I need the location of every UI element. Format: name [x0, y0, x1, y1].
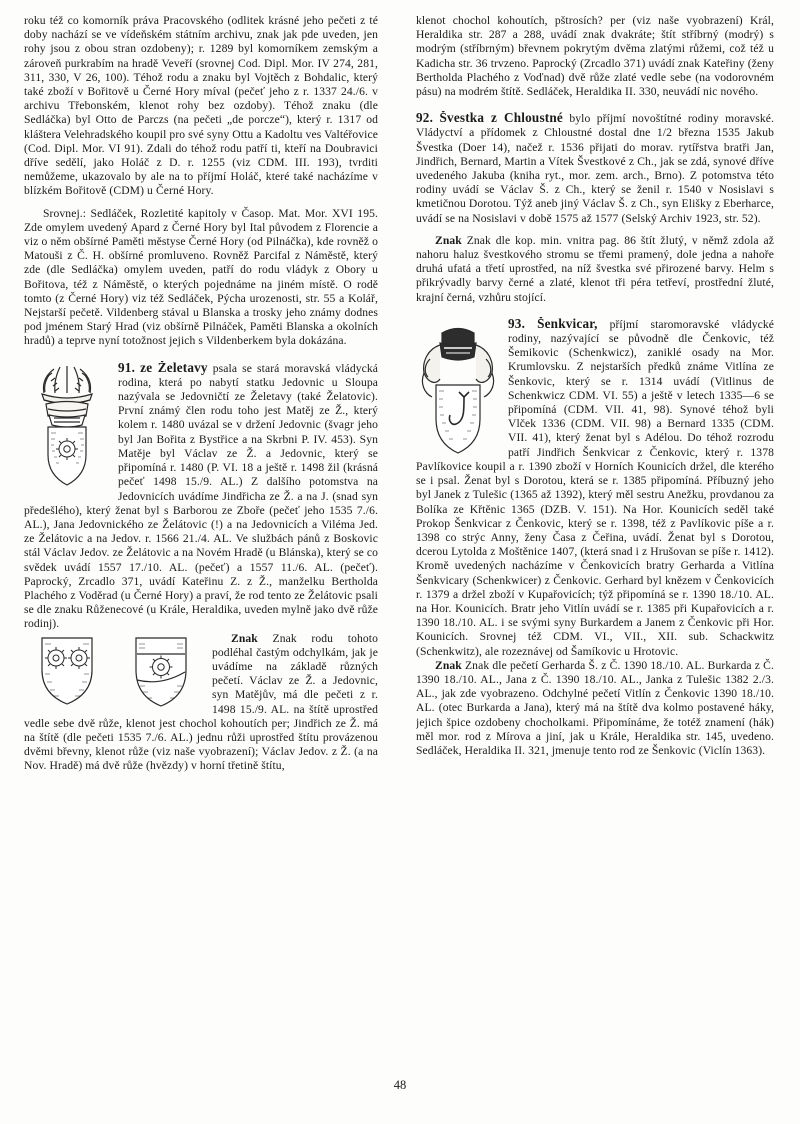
entry-91-text-1: psala se stará moravská vládycká rodina, která po nabytí statku Jedovnic u Sloupa nazývala se Jedovničtí ze Želetavy (také Želatovic). První známý člen rodu toho jest Matěj ze Ž., který kolem r. 1480 uvázal se v držení Jedovnic (švagr jeho byl Jan Bořita z Bystřice a na Skrbni P. IV. 453). Syn Matěje byl Václav ze Ž. a Jedovnic, který se připomíná r. 1480 (P. VI. 18 a ještě r. 1498 žil (krásná pečeť 1498 15./9. AL.) Z dalšího potomstva na Jedovnicích uvádíme Jindřicha ze Ž. a na J. (snad syn předešlého), který ženat byl s Barborou ze Zboře (pečeť jeho 1535 7./6. AL.), Jana Jedovnického ze Želátovic (!) a na Jedovnicích a Viléma Jed. ze Želátovic a na Jedov. r. 1566 21./4. AL. Ve službách pánů z Boskovic stál Václav Jedov. ze Želátovic a na Novém Hradě (u Blánska), který se co svědek uvádí 1557 17./10. AL. (pečeť) a 1557 11./6. AL. (pečeť). Paprocký, Zrcadlo 371, uvádí Kateřinu Z. z Ž., manželku Bertholda Plachého z Voděrad (u Černé Hory) a praví, že rod tento ze Želátovic psali se dle znaku Růženecové (u Krále, Heraldika, uveden mylně jako dvě růže rodinj).	[24, 361, 378, 631]
entry-92-text-1: bylo příjmí novoštítné rodiny moravské. Vládyctví a přídomek z Chloustné dostal dne 1/2 března 1535 Jakub Švestka (Doer 14), načež r. 1536 přijati do morav. rytířstva bratři Jan, Jindřich, Bernard, Martin a Vítek Švestkové z Ch., jak se zdá, synové dříve uvedeného Jakuba (kniha ryt., mor. zem. arch., Brno). Z potomstva této rodiny uvádí se Václav Š. z Ch., který se ženil r. 1540 v Nosislavi s kmetičnou Dorotou. Týž aneb jiný Václav Š. z Ch., syn Elišky z Eberharce, uvádí se na Nosislavi v době 1575 až 1577 (Selský Archiv 1923, str. 52).	[416, 112, 774, 225]
two-column-body	[0, 14, 800, 1074]
znak-label-93: Znak	[435, 658, 465, 672]
znak-label-91: Znak	[231, 631, 273, 645]
paragraph-reference: Srovnej.: Sedláček, Rozletité kapitoly v Časop. Mat. Mor. XVI 195. Zde omylem uvedený Apard z Černé Hory byl Ital původem z Florencie a viz o něm obšírné Paměti městyse Černé Hory (od Pilnáčka), kde rovněž o Matouši z Č. H. obšírné promluveno. Rovněž Parcifal z Náměstě, který zde (dle Sedláčka) omylem uveden, patří do rodu vládyk z Obory u Bořitova, též z Náměstě, o kterých pojednáme na jiném místě. O rodě tomto (z Černé Hory) viz též Sedláček, Pýcha urozenosti, str. 55 a Kolář, Nejstarší pečetě. Vildenberg stával u Blanska a trosky jeho známy dodnes pod jménem Starý Hrad (viz obšírně Pilnáček, Paměti Blanska a okolních hradů) a teprve nyní totožnost jejich s Vildenberkem byla dokázána.	[24, 206, 378, 348]
entry-91-text-2: Znak rodu tohoto podléhal častým odchylkám, jak je uvádíme na základě různých pečetí. Václav ze Ž. a Jedovnic, syn Matějův, má dle pečeti z r. 1498 15./9. AL. na štítě uprostřed vedle sebe dvě růže, klenot jest chochol kohoutích per; Jindřich ze Ž. má na štítě (dle pečeti 1535 7./6. AL.) jednu růži uprostřed štítu provázenou dvěmi břevny, klenot růže (viz naše vyobrazení); Václav Jedov. z Ž. (a na Nov. Hradě) má dvě růže (hvězdy) v horní třetině štítu,	[24, 631, 378, 773]
zeletava-crest-helmet-plumes-figure	[24, 363, 110, 489]
senkvicar-shield-hook-icon	[416, 319, 500, 455]
znak-label-92: Znak	[435, 233, 467, 247]
paragraph-continuation: roku též co komorník práva Pracovského (odlitek krásné jeho pečeti z té doby nachází se ve vídeňském státním archivu, znak jak pde uveden, jen rohy jsou z obou stran ozdobeny); r. 1289 byl komorníkem zemským a zároveň purkrabím na hradě Veveří (srovnej Cod. Dipl. Mor. IV 274, 281, 311, 330, V 26, 100). Téhož rodu a znaku byl Vojtěch z Bohdalic, který také zboží v Bořitově u Černé Hory míval (pečeť jeho z r. 1337 24./6. v archivu Třebonském, klenot rohy bez ozdoby). Téhož znaku (dle Sedláčka) byl Otto de Parczs (na pečeti „de porcze“), který r. 1317 od kláštera Velehradského koupil pro své syny Ottu a Kadoltu ves Valtéřovice (Cod. Dipl. Mor. VI 91). Zdali do téhož rodu patří ti, kteří na Doubravici dříve sedělí, jako Holáč z D. r. 1255 (viz CDM. III. 193), tvrditi nemůžeme, ukazovalo by ale na to příjmí Holáč, které také nacházíme v blízkém Bořitově (CDM) u Černé Hory.	[24, 14, 378, 198]
entry-92-number: 92.	[416, 111, 434, 126]
entry-91	[24, 361, 378, 632]
entry-93-number: 93.	[508, 316, 526, 331]
senkvicar-shield-hook-figure	[416, 319, 500, 455]
zeletava-shield-two-roses-icon	[24, 634, 110, 706]
page-number: 48	[393, 1078, 407, 1092]
right-column	[400, 14, 800, 1074]
entry-92	[416, 111, 774, 305]
entry-92-text-2: Znak dle kop. min. vnitra pag. 86 štít žlutý, v němž zdola až nahoru haluz švestkového stromu se třemi pramený, dole jedna a nahoře druhá ufatá a třetí uprostřed, na níž švestka své přirozené barvy. Helm s přikrývadly barvy černé a zlaté, klenot tři péra tetřeví, prostřední žluté, krajní černá, vzhůru stojící.	[416, 233, 774, 304]
entry-93-headword: Šenkvicar,	[537, 316, 598, 331]
entry-92-paragraph-2	[416, 234, 774, 305]
entry-93-paragraph-2	[416, 659, 774, 758]
entry-91-number: 91.	[118, 360, 136, 375]
entry-93-text-1: příjmí staromoravské vládycké rodiny, nazývající se původně dle Čenkovic, též Šemikovic (Schenkwicz), zaniklé osady na Mor. Krumlovsku. Z nejstarších předků známe Vitlína ze Šenkovic, který se r. 1314 uvádí (Vitlinus de Schenkwicz CDM. VI. 55) a ještě v letech 1335—6 se připomíná (CDM. VII. 41, 98). Synové téhož byli Vlček 1336 (CDM. VII. 98) a Bernard 1335 (CDM. VII. 41), který ženat byl s Adélou. Do téhož rozrodu patří Jindřich Šenkvicar z Čenkovic, který r. 1378 Pavlíkovice koupil a r. 1390 zboží v Horních Kounicích držel, dle kterého se i psal. Ženat byl s Dorotou, která se r. 1385 připomíná. Příbuzný jeho byl Janek z Tulešic (1365 až 1392), který měl sestru Anežku, provdanou za Bolíka ze Křtěnic 1365 (DZB. V. 151). Na Hor. Kounicích seděl také Prokop Šenkvicar z Čenkovic, který se r. 1398, též z Pavlíkovic píše a r. 1398 co strýc Anny, ženy Časa z Čeřina, uvádí. Ženat byl s Dorotou, dcerou Lytolda z Moštěnice 1407, (která snad i z Hrušovan se píše r. 1412). Kromě uvedených nacházíme v Čenkovicích bratry Gerharda a Vitlína Šenkvicary (Schenkwicer) z Čenkovic. Gerhard byl knězem v Čenkovicích r. 1379 a držel zboží v Kupařovicích; týž připomíná se r. 1390 18./10. AL. na Hor. Kounicích. Bratr jeho Vitlín uvádí se r. 1385 při Kupařovicích a r. 1390 18./10. AL. i se svými syny Burkardem a Janem z Čenkovic při Hor. Kounicích. Srovnej též CDM. VI., VII., XII. sub. Schackwitz (Schenkwitz), ale rozeznávej od Šamíkovic u Hrotovic.	[416, 317, 774, 658]
zeletava-shield-rose-bends-icon	[118, 634, 204, 708]
zeletava-crest-helmet-plumes-icon	[24, 363, 110, 489]
entry-93	[416, 317, 774, 758]
paragraph-continuation-right: klenot chochol kohoutích, pštrosích? per (viz naše vyobrazení) Král, Heraldika str. 287 a 288, uvádí znak dvakráte; štít stříbrný (modrý) s modrým (stříbrným) břevnem pokrytým dvěma zlatými růžemi, což též u Kadicha str. 36 trvzeno. Paprocký (Zrcadlo 371) uvádí znak Kateřiny (ženy Bertholda Plachého z Voďnad) dvě růže zlaté vedle sebe (na vodorovném pásu) na modrém štítě. Sedláček, Heraldika II. 330, neuvádí nic nového.	[416, 14, 774, 99]
entry-92-headword: Švestka z Chloustné	[439, 111, 563, 126]
entry-93-text-2: Znak dle pečetí Gerharda Š. z Č. 1390 18./10. AL. Burkarda z Č. 1390 18./10. AL., Jana z Č. 1390 18./10. AL., Janka z Tulešic 1382 2./3. AL., jak zde vyobrazeno. Odchylné pečetí Vitlín z Čenkovic 1390 18./10. AL. (otec Burkarda a Jana), který má na štítě dva kolmo postavené háky, jejich špice ozdobeny chocholkami. Připomínáme, že totéž znamení (hák) měl mor. rod z Mírova a jiní, jak u Krále, Heraldika str. 145, uvedeno. Sedláček, Heraldika II. 321, jmenuje tento rod ze Šenkovic (Viclín 1363).	[416, 658, 774, 757]
entry-92-paragraph-1	[416, 111, 774, 226]
zeletava-shield-rose-bends-figure	[118, 634, 204, 708]
left-column	[0, 14, 400, 1074]
zeletava-shield-two-roses-figure	[24, 634, 110, 706]
entry-91-headword: ze Želetavy	[140, 360, 208, 375]
entry-91-znak-block	[24, 632, 378, 774]
